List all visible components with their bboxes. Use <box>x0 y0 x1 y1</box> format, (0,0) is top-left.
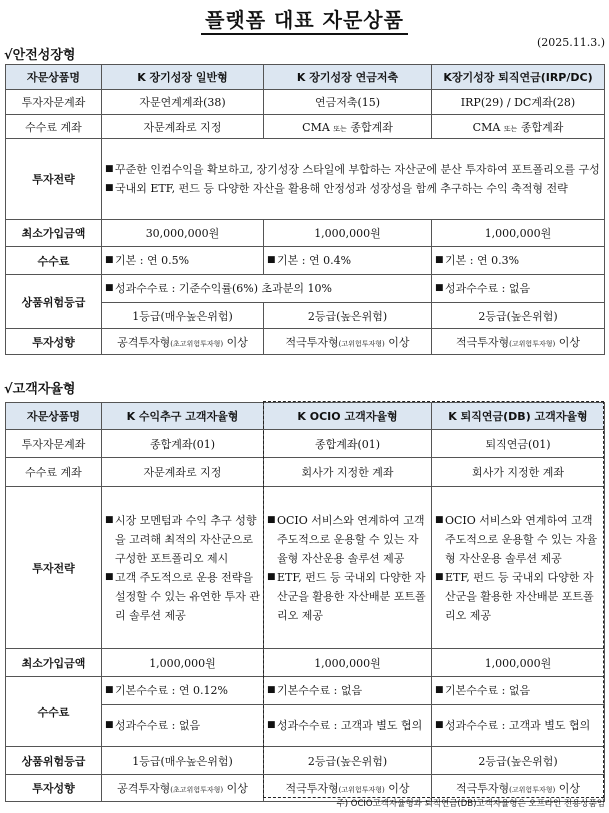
cell: 적극투자형(고위험투자형) 이상 <box>432 775 605 802</box>
cell: ■ 기본수수료 : 연 0.12% <box>102 677 264 705</box>
strategy-item: ■ 시장 모멘텀과 수익 추구 성향을 고려해 최적의 자산군으로 구성한 포트폴리오 제시 <box>105 511 260 568</box>
cell: 1등급(매우높은위험) <box>102 747 264 775</box>
row-label: 수수료 <box>6 677 102 747</box>
cell: ■ 성과수수료 : 고객과 별도 협의 <box>432 705 605 747</box>
strategy-cell <box>264 487 432 649</box>
client-autonomous-table <box>5 402 605 802</box>
table-row <box>6 329 605 355</box>
cell: 1,000,000원 <box>432 649 605 677</box>
product-name: K OCIO 고객자율형 <box>264 403 432 430</box>
cell: 적극투자형(고위험투자형) 이상 <box>264 329 432 355</box>
table-row <box>6 747 605 775</box>
cell: ■ 기본수수료 : 없음 <box>432 677 605 705</box>
product-name-header: 자문상품명 <box>6 403 102 430</box>
cell: IRP(29) / DC계좌(28) <box>432 90 605 115</box>
strategy-cell <box>432 487 605 649</box>
cell: ■ 기본수수료 : 없음 <box>264 677 432 705</box>
section-heading-client-autonomous: √고객자율형 <box>4 382 76 397</box>
row-label: 투자자문계좌 <box>6 90 102 115</box>
strategy-item: ■ 고객 주도적으로 운용 전략을 설정할 수 있는 유연한 투자 관리 솔루션 제공 <box>105 568 260 625</box>
table-row <box>6 220 605 247</box>
section-heading-stable-growth: √안전성장형 <box>4 48 76 63</box>
strategy-item: ■ ETF, 펀드 등 국내외 다양한 자산군을 활용한 자산배분 포트폴리오 제공 <box>435 568 601 625</box>
cell: ■ 기본 : 연 0.5% <box>102 247 264 275</box>
cell: 1등급(매우높은위험) <box>102 303 264 329</box>
table-row <box>6 458 605 487</box>
cell: 자문연계계좌(38) <box>102 90 264 115</box>
cell: 2등급(높은위험) <box>432 747 605 775</box>
row-label: 투자성향 <box>6 775 102 802</box>
cell: 2등급(높은위험) <box>432 303 605 329</box>
product-name: K 장기성장 연금저축 <box>264 65 432 90</box>
cell: 1,000,000원 <box>264 220 432 247</box>
strategy-item: ■ 꾸준한 인컴수익을 확보하고, 장기성장 스타일에 부합하는 자산군에 분산 투자하여 포트폴리오를 구성 <box>105 160 601 179</box>
cell: 2등급(높은위험) <box>264 747 432 775</box>
table-row <box>6 115 605 139</box>
row-label: 최소가입금액 <box>6 220 102 247</box>
cell: ■ 성과수수료 : 기준수익률(6%) 초과분의 10% <box>102 275 432 303</box>
strategy-item: ■ ETF, 펀드 등 국내외 다양한 자산군을 활용한 자산배분 포트폴리오 제공 <box>267 568 428 625</box>
product-name: K 장기성장 일반형 <box>102 65 264 90</box>
table-row <box>6 139 605 220</box>
cell: 적극투자형(고위험투자형) 이상 <box>264 775 432 802</box>
cell: ■ 성과수수료 : 없음 <box>432 275 605 303</box>
stable-growth-table <box>5 64 605 355</box>
row-label: 상품위험등급 <box>6 747 102 775</box>
row-label: 투자자문계좌 <box>6 430 102 458</box>
cell: 종합계좌(01) <box>264 430 432 458</box>
row-label: 최소가입금액 <box>6 649 102 677</box>
row-label: 상품위험등급 <box>6 275 102 329</box>
cell: ■ 성과수수료 : 없음 <box>102 705 264 747</box>
footnote: 주) OCIO고객자율형과 퇴직연금(DB)고객자율형은 오프라인 전용상품임 <box>336 799 605 809</box>
cell: 회사가 지정한 계좌 <box>432 458 605 487</box>
strategy-cell <box>102 139 605 220</box>
cell: 공격투자형(초고위험투자형) 이상 <box>102 775 264 802</box>
cell: 퇴직연금(01) <box>432 430 605 458</box>
strategy-item: ■ 국내외 ETF, 펀드 등 다양한 자산을 활용해 안정성과 성장성을 함께 추구하는 수익 축적형 전략 <box>105 179 601 198</box>
header-row <box>6 403 605 430</box>
row-label: 투자전략 <box>6 487 102 649</box>
cell: ■ 성과수수료 : 고객과 별도 협의 <box>264 705 432 747</box>
cell: ■ 기본 : 연 0.4% <box>264 247 432 275</box>
cell: 1,000,000원 <box>102 649 264 677</box>
cell: 공격투자형(초고위험투자형) 이상 <box>102 329 264 355</box>
table-row <box>6 649 605 677</box>
product-name: K 퇴직연금(DB) 고객자율형 <box>432 403 605 430</box>
strategy-item: ■ OCIO 서비스와 연계하여 고객 주도적으로 운용할 수 있는 자율형 자산운용 솔루션 제공 <box>435 511 601 568</box>
table-row <box>6 247 605 275</box>
table-row <box>6 677 605 705</box>
row-label: 수수료 계좌 <box>6 458 102 487</box>
product-name-header: 자문상품명 <box>6 65 102 90</box>
row-label: 수수료 계좌 <box>6 115 102 139</box>
cell: 연금저축(15) <box>264 90 432 115</box>
cell: CMA 또는 종합계좌 <box>264 115 432 139</box>
cell: 1,000,000원 <box>432 220 605 247</box>
cell: 1,000,000원 <box>264 649 432 677</box>
cell: CMA 또는 종합계좌 <box>432 115 605 139</box>
row-label: 투자성향 <box>6 329 102 355</box>
row-label: 투자전략 <box>6 139 102 220</box>
cell: 자문계좌로 지정 <box>102 458 264 487</box>
cell: 회사가 지정한 계좌 <box>264 458 432 487</box>
cell: 종합계좌(01) <box>102 430 264 458</box>
product-name: K 수익추구 고객자율형 <box>102 403 264 430</box>
strategy-cell <box>102 487 264 649</box>
date-label: (2025.11.3.) <box>536 36 605 49</box>
cell: 자문계좌로 지정 <box>102 115 264 139</box>
product-name: K장기성장 퇴직연금(IRP/DC) <box>432 65 605 90</box>
cell: ■ 기본 : 연 0.3% <box>432 247 605 275</box>
table-row <box>6 90 605 115</box>
cell: 적극투자형(고위험투자형) 이상 <box>432 329 605 355</box>
header-row <box>6 65 605 90</box>
page-title: 플랫폼 대표 자문상품 <box>0 4 609 33</box>
table-row <box>6 487 605 649</box>
table-row <box>6 430 605 458</box>
cell: 30,000,000원 <box>102 220 264 247</box>
table-row <box>6 275 605 303</box>
cell: 2등급(높은위험) <box>264 303 432 329</box>
row-label: 수수료 <box>6 247 102 275</box>
strategy-item: ■ OCIO 서비스와 연계하여 고객 주도적으로 운용할 수 있는 자율형 자산운용 솔루션 제공 <box>267 511 428 568</box>
